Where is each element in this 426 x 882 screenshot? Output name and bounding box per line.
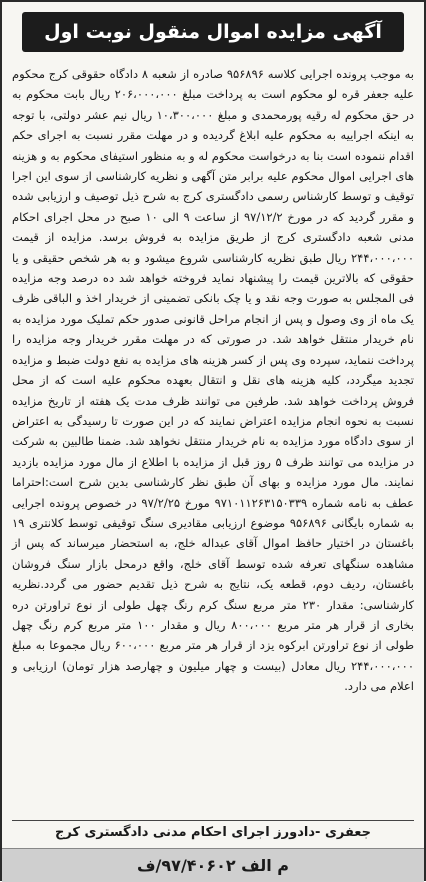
notice-signature: جعفری -دادورز اجرای احکام مدنی دادگستری کرج	[12, 820, 414, 840]
notice-title-bar	[22, 12, 404, 52]
notice-body: به موجب پرونده اجرایی کلاسه ۹۵۶۸۹۶ صادره از شعبه ۸ دادگاه حقوقی کرج محکوم علیه جعفر قره لو محکوم است به پرداخت مبلغ ۲۰۶،۰۰۰،۰۰۰ ریال بابت محکوم به در حق محکوم له رقیه پورمحمدی و مبلغ ۱۰،۳۰۰،۰۰۰ ریال نیم عشر دولتی، با توجه به اینکه اجراییه به محکوم علیه ابلاغ گردیده و در مهلت مقرر نسبت به اجرای حکم اقدام ننموده است بنا به درخواست محکوم له و به منظور استیفای محکوم به و هزینه های اجرایی اموال محکوم علیه برابر متن آگهی و نظریه کارشناسی از سوی این اجرا توقیف و توسط کارشناس رسمی دادگستری کرج به شرح ذیل توصیف و ارزیابی شده و مقرر گردید که در مورخ ۹۷/۱۲/۲ از ساعت ۹ الی ۱۰ صبح در محل اجرای احکام مدنی شعبه دادگستری کرج از طریق مزایده به فروش برسد. مزایده از قیمت ۲۴۴،۰۰۰،۰۰۰ ریال طبق نظریه کارشناسی شروع میشود و به هر شخص حقیقی و یا حقوقی که بالاترین قیمت را پیشنهاد نماید فروخته خواهد شد ده درصد وجه مزایده فی المجلس به صورت وجه نقد و یا چک بانکی تضمینی از خریدار اخذ و الباقی ظرف یک ماه از وی وصول و پس از انجام مراحل قانونی صدور حکم تملیک مورد مزایده به نام خریدار منتقل خواهد شد. در صورتی که در مهلت مقرر خریدار وجه مزایده را پرداخت ننماید، سپرده وی پس از کسر هزینه های مزایده به نفع دولت ضبط و مزایده تجدید میگردد، کلیه هزینه های نقل و انتقال بعهده محکوم علیه است که از محل فروش پرداخت خواهد شد. طرفین می توانند ظرف مدت یک هفته از تاریخ مزایده نسبت به نحوه انجام مزایده اعتراض نمایند که در این صورت تا رسیدگی به اعتراض از سوی دادگاه مورد مزایده به نام خریدار منتقل نخواهد شد. ضمنا طالبین به شرکت در مزایده می توانند ظرف ۵ روز قبل از مزایده با اطلاع از مال مورد مزایده بازدید نمایند. مال مورد مزایده و بهای آن طبق نظر کارشناسی بدین شرح است:احتراما عطف به نامه شماره ۹۷۱۰۱۱۲۶۳۱۵۰۳۳۹ مورخ ۹۷/۲/۲۵ در خصوص پرونده اجرایی به شماره بایگانی ۹۵۶۸۹۶ موضوع ارزیابی مقادیری سنگ توقیفی توسط کلانتری ۱۹ باغستان در اختیار حافظ اموال آقای عبداله خلج، به استحضار میرساند که پس از مشاهده سنگهای تعرفه شده توسط آقای خلج، واقع درمحل بازار سنگ فروشان باغستان، ردیف دوم، قطعه یک، نتایج به شرح ذیل تقدیم حضور می گردد.نظریه کارشناسی: مقدار ۲۳۰ متر مربع سنگ کرم رنگ چهل طولی از نوع تراورتن دره بخاری از قرار هر متر مربع ۸۰۰،۰۰۰ ریال و مقدار ۱۰۰ متر مربع کرم رنگ چهل طولی از نوع تراورتن ابرکوه یزد از قرار هر متر مربع ۶۰۰،۰۰۰ ریال مجموعا به مبلغ ۲۴۴،۰۰۰،۰۰۰ ریال معادل (بیست و چهار میلیون و چهارصد هزار تومان) ارزیابی و اعلام می دارد.	[12, 67, 415, 694]
notice-title: آگهی مزایده اموال منقول نوبت اول	[44, 21, 382, 43]
notice-reference-number: م الف ۹۷/۴۰۶۰۲/ف	[2, 848, 424, 882]
